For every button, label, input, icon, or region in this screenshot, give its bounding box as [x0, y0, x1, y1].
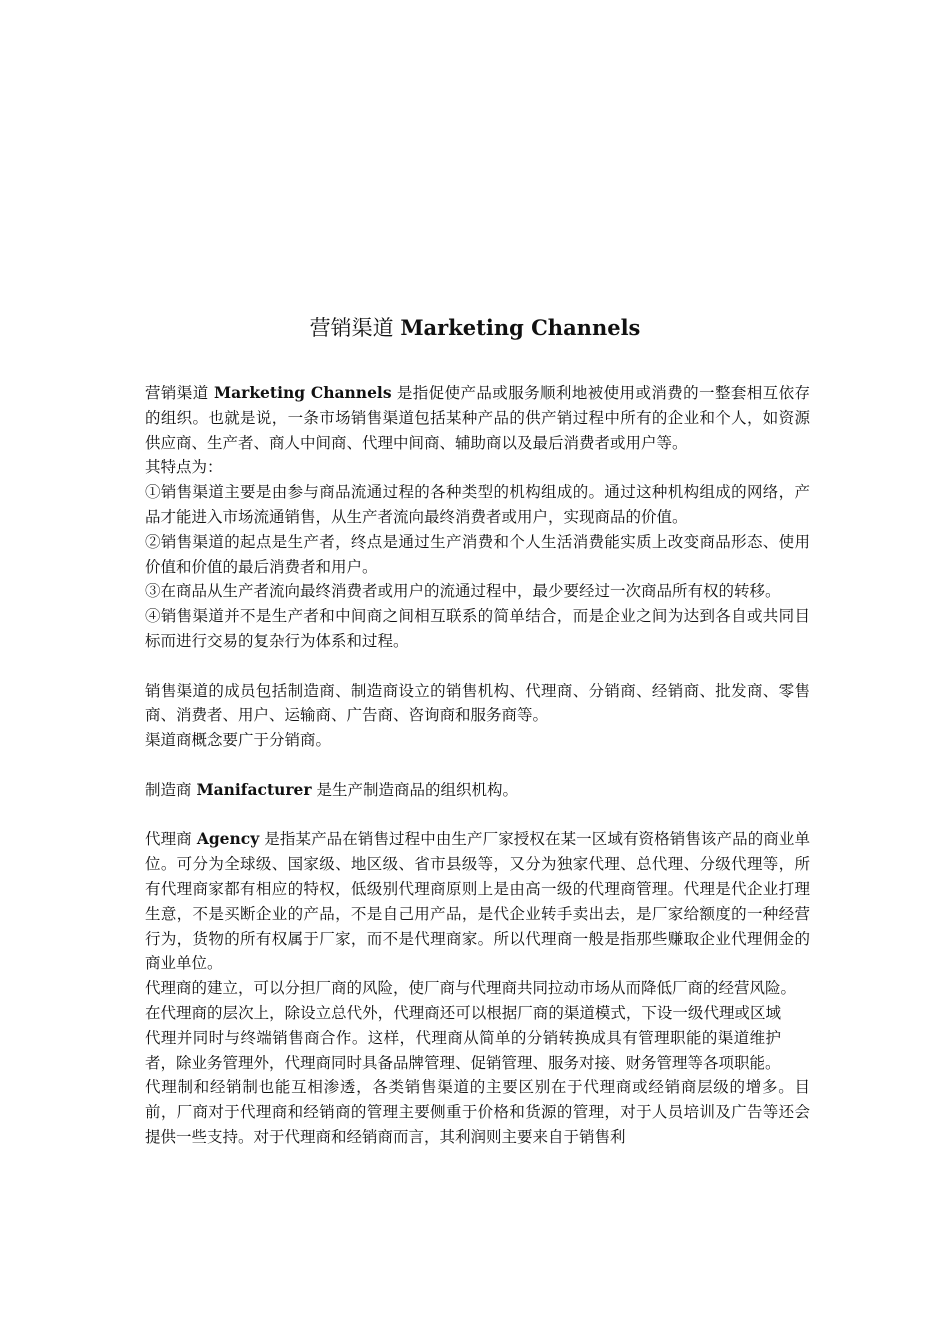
- feature-item-3: ③在商品从生产者流向最终消费者或用户的流通过程中，最少要经过一次商品所有权的转移。: [145, 582, 781, 601]
- agency-paragraph-3: 在代理商的层次上，除设立总代外，代理商还可以根据厂商的渠道模式，下设一级代理或区域代理并同时与终端销售商合作。这样，代理商从简单的分销转换成具有管理职能的渠道维护者，除业务管理外，代理商同时具备品牌管理、促销管理、服务对接、财务管理等各项职能。: [145, 1003, 781, 1072]
- manufacturer-lead: 制造商: [145, 780, 197, 799]
- feature-item-1: ①销售渠道主要是由参与商品流通过程的各种类型的机构组成的。通过这种机构组成的网络，产品才能进入市场流通销售，从生产者流向最终消费者或用户，实现商品的价值。: [145, 483, 810, 526]
- paragraph-gap: [145, 654, 810, 679]
- agency-text: 是指某产品在销售过程中由生产厂家授权在某一区域有资格销售该产品的商业单位。可分为全球级、国家级、地区级、省市县级等，又分为独家代理、总代理、分级代理等，所有代理商家都有相应的特权，低级别代理商原则上是由高一级的代理商管理。代理是代企业打理生意，不是买断企业的产品，不是自己用产品，是代企业转手卖出去，是厂家给额度的一种经营行为，货物的所有权属于厂家，而不是代理商家。所以代理商一般是指那些赚取企业代理佣金的商业单位。: [145, 830, 810, 973]
- feature-item-2: ②销售渠道的起点是生产者，终点是通过生产消费和个人生活消费能实质上改变商品形态、使用价值和价值的最后消费者和用户。: [145, 532, 810, 576]
- paragraph-gap: [145, 753, 810, 778]
- intro-paragraph: [145, 381, 810, 455]
- manufacturer-term: Manifacturer: [196, 779, 312, 799]
- agency-paragraph-2: 代理商的建立，可以分担厂商的风险，使厂商与代理商共同拉动市场从而降低厂商的经营风险。: [145, 979, 797, 998]
- features-heading: 其特点为：: [145, 458, 223, 477]
- title-zh: 营销渠道: [309, 316, 401, 340]
- agency-paragraph-4: 代理制和经销制也能互相渗透，各类销售渠道的主要区别在于代理商或经销商层级的增多。目前，厂商对于代理商和经销商的管理主要侧重于价格和货源的管理，对于人员培训及广告等还会提供一些支持。对于代理商和经销商而言，其利润则主要来自于销售利: [145, 1078, 810, 1146]
- agency-paragraph: [145, 827, 810, 976]
- intro-text: 是指促使产品或服务顺利地被使用或消费的一整套相互依存的组织。也就是说，一条市场销售渠道包括某种产品的供产销过程中所有的企业和个人，如资源供应商、生产者、商人中间商、代理中间商、辅助商以及最后消费者或用户等。: [145, 384, 810, 452]
- document-body: [145, 381, 810, 1150]
- intro-lead: 营销渠道: [145, 384, 214, 402]
- manufacturer-text: 是生产制造商品的组织机构。: [311, 780, 519, 799]
- intro-term: Marketing Channels: [213, 383, 392, 402]
- manufacturer-paragraph: [145, 778, 810, 803]
- feature-item-4: ④销售渠道并不是生产者和中间商之间相互联系的简单结合，而是企业之间为达到各自或共同目标而进行交易的复杂行为体系和过程。: [145, 607, 810, 650]
- agency-lead: 代理商: [145, 830, 197, 849]
- paragraph-gap: [145, 803, 810, 828]
- agency-term: Agency: [196, 829, 260, 849]
- members-paragraph: 销售渠道的成员包括制造商、制造商设立的销售机构、代理商、分销商、经销商、批发商、零售商、消费者、用户、运输商、广告商、咨询商和服务商等。: [145, 681, 810, 725]
- title-en: Marketing Channels: [400, 315, 641, 340]
- members-note: 渠道商概念要广于分销商。: [145, 731, 332, 750]
- page-title: [0, 313, 950, 343]
